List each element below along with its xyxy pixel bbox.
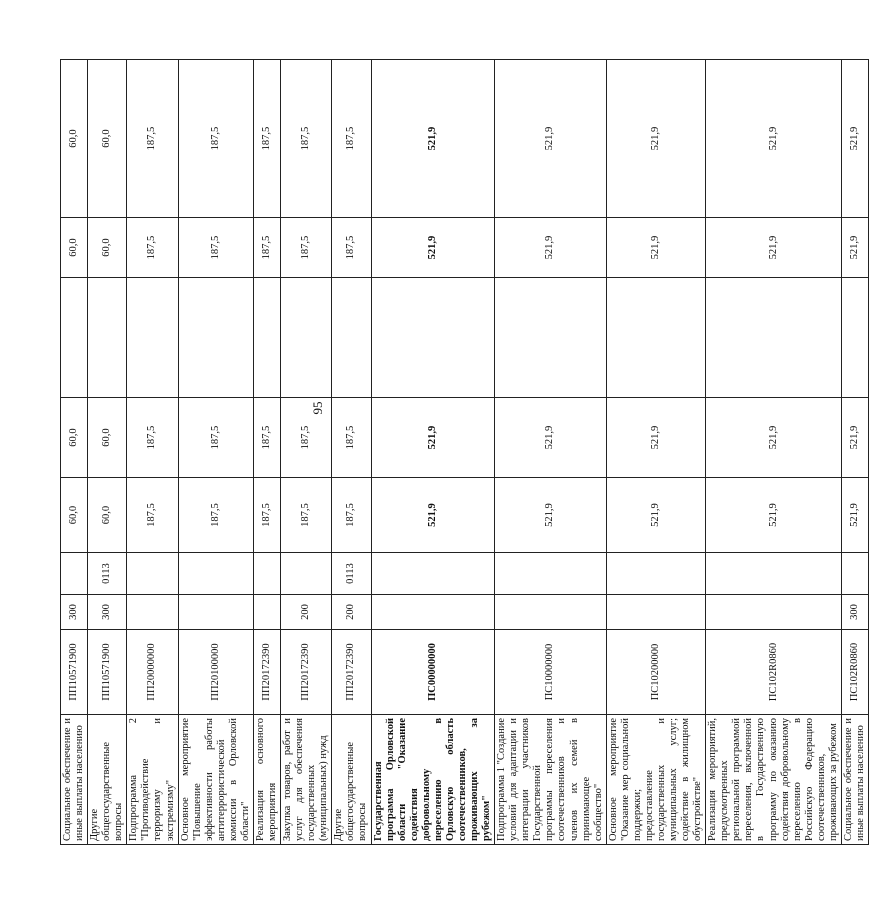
row-kvr bbox=[495, 595, 607, 630]
row-section bbox=[253, 553, 280, 595]
row-value-4: 60,0 bbox=[61, 218, 88, 278]
row-value-5: 521,9 bbox=[706, 60, 842, 218]
table-row bbox=[178, 60, 253, 845]
row-value-4: 187,5 bbox=[253, 218, 280, 278]
row-value-2: 60,0 bbox=[61, 398, 88, 478]
row-value-1: 187,5 bbox=[253, 478, 280, 553]
table-row bbox=[281, 60, 332, 845]
row-section bbox=[371, 553, 495, 595]
row-name: Государственная программа Орловской области "Оказание содействия добровольному переселению в Орловскую область соотечественников, проживающих за рубежом" bbox=[371, 715, 495, 845]
row-section bbox=[127, 553, 178, 595]
row-kvr: 300 bbox=[88, 595, 127, 630]
row-value-1: 521,9 bbox=[706, 478, 842, 553]
row-name: Реализация мероприятий, предусмотренных региональной программой переселения, включенной в Государственную программу по оказанию содействия добровольному переселению в Российскую Федерацию соотечественников, проживающих за рубежом bbox=[706, 715, 842, 845]
row-value-1: 187,5 bbox=[332, 478, 371, 553]
row-section bbox=[841, 553, 868, 595]
row-value-3 bbox=[127, 278, 178, 398]
row-value-5: 521,9 bbox=[841, 60, 868, 218]
row-name: Основное мероприятие "Оказание мер социальной поддержки; предоставление государственных и муниципальных услуг; содействие в жилищном обустройстве" bbox=[606, 715, 706, 845]
row-value-3 bbox=[332, 278, 371, 398]
row-code: ПС10000000 bbox=[495, 630, 607, 715]
row-value-4: 187,5 bbox=[281, 218, 332, 278]
table-row bbox=[495, 60, 607, 845]
row-section bbox=[495, 553, 607, 595]
row-value-4: 187,5 bbox=[127, 218, 178, 278]
row-section: 0113 bbox=[332, 553, 371, 595]
row-value-5: 521,9 bbox=[371, 60, 495, 218]
row-value-2: 187,5 bbox=[253, 398, 280, 478]
row-value-2: 521,9 bbox=[371, 398, 495, 478]
table-row bbox=[88, 60, 127, 845]
row-value-2: 521,9 bbox=[495, 398, 607, 478]
row-value-3 bbox=[706, 278, 842, 398]
row-kvr bbox=[253, 595, 280, 630]
row-value-4: 521,9 bbox=[841, 218, 868, 278]
table-row bbox=[253, 60, 280, 845]
row-value-3 bbox=[841, 278, 868, 398]
row-value-2: 521,9 bbox=[606, 398, 706, 478]
table-row bbox=[841, 60, 868, 845]
row-value-5: 187,5 bbox=[178, 60, 253, 218]
row-section bbox=[178, 553, 253, 595]
row-value-4: 187,5 bbox=[332, 218, 371, 278]
row-name: Основное мероприятие "Повышение эффективности работы антитеррористической комиссии в Орловской области" bbox=[178, 715, 253, 845]
row-name: Реализация основного мероприятия bbox=[253, 715, 280, 845]
row-section: 0113 bbox=[88, 553, 127, 595]
table-row bbox=[706, 60, 842, 845]
row-kvr bbox=[606, 595, 706, 630]
row-code: ПП20172390 bbox=[253, 630, 280, 715]
table-row bbox=[61, 60, 88, 845]
row-value-3 bbox=[88, 278, 127, 398]
row-value-5: 521,9 bbox=[606, 60, 706, 218]
row-code: ПС102R0860 bbox=[841, 630, 868, 715]
row-section bbox=[61, 553, 88, 595]
budget-table bbox=[60, 59, 869, 845]
row-value-2: 187,5 bbox=[332, 398, 371, 478]
row-value-5: 60,0 bbox=[61, 60, 88, 218]
row-section bbox=[606, 553, 706, 595]
row-name: Другие общегосударственные вопросы bbox=[332, 715, 371, 845]
row-value-5: 187,5 bbox=[253, 60, 280, 218]
row-value-1: 187,5 bbox=[178, 478, 253, 553]
row-kvr bbox=[371, 595, 495, 630]
row-value-1: 521,9 bbox=[371, 478, 495, 553]
row-value-3 bbox=[606, 278, 706, 398]
row-value-2: 187,5 bbox=[178, 398, 253, 478]
row-value-5: 187,5 bbox=[332, 60, 371, 218]
row-value-1: 60,0 bbox=[61, 478, 88, 553]
row-kvr: 200 bbox=[281, 595, 332, 630]
row-value-1: 521,9 bbox=[606, 478, 706, 553]
table-row bbox=[332, 60, 371, 845]
row-code: ПП20172390 bbox=[332, 630, 371, 715]
row-kvr: 300 bbox=[61, 595, 88, 630]
row-code: ПП20000000 bbox=[127, 630, 178, 715]
row-value-1: 521,9 bbox=[841, 478, 868, 553]
table-row bbox=[371, 60, 495, 845]
row-code: ПП20172390 bbox=[281, 630, 332, 715]
page-number: 95 bbox=[310, 401, 325, 415]
table-row bbox=[606, 60, 706, 845]
row-value-5: 521,9 bbox=[495, 60, 607, 218]
row-name: Социальное обеспечение и иные выплаты населению bbox=[841, 715, 868, 845]
row-section bbox=[281, 553, 332, 595]
row-kvr bbox=[706, 595, 842, 630]
row-value-3 bbox=[178, 278, 253, 398]
table-body bbox=[61, 60, 869, 845]
row-name: Подпрограмма 1 "Создание условий для адаптации и интеграции участников Государственной программы переселения соотечественников и членов их семей в принимающее сообщество" bbox=[495, 715, 607, 845]
row-name: Подпрограмма 2 "Противодействие терроризму и экстремизму" bbox=[127, 715, 178, 845]
row-kvr: 200 bbox=[332, 595, 371, 630]
row-code: ПС102R0860 bbox=[706, 630, 842, 715]
row-kvr: 300 bbox=[841, 595, 868, 630]
row-value-1: 187,5 bbox=[127, 478, 178, 553]
row-value-3 bbox=[253, 278, 280, 398]
row-value-1: 60,0 bbox=[88, 478, 127, 553]
row-value-5: 187,5 bbox=[281, 60, 332, 218]
row-value-4: 521,9 bbox=[495, 218, 607, 278]
row-name: Социальное обеспечение и иные выплаты населению bbox=[61, 715, 88, 845]
row-value-4: 521,9 bbox=[371, 218, 495, 278]
row-value-3 bbox=[371, 278, 495, 398]
row-code: ПП10571900 bbox=[61, 630, 88, 715]
budget-table-wrapper bbox=[60, 60, 866, 845]
row-value-5: 60,0 bbox=[88, 60, 127, 218]
row-value-3 bbox=[495, 278, 607, 398]
row-code: ПС10200000 bbox=[606, 630, 706, 715]
row-value-3 bbox=[61, 278, 88, 398]
row-code: ПП20100000 bbox=[178, 630, 253, 715]
row-section bbox=[706, 553, 842, 595]
row-code: ПП10571900 bbox=[88, 630, 127, 715]
row-value-2: 60,0 bbox=[88, 398, 127, 478]
row-kvr bbox=[178, 595, 253, 630]
row-value-4: 521,9 bbox=[706, 218, 842, 278]
row-value-4: 521,9 bbox=[606, 218, 706, 278]
row-value-2: 521,9 bbox=[706, 398, 842, 478]
row-value-4: 60,0 bbox=[88, 218, 127, 278]
row-value-2: 187,5 bbox=[127, 398, 178, 478]
row-code: ПС00000000 bbox=[371, 630, 495, 715]
row-value-4: 187,5 bbox=[178, 218, 253, 278]
table-row bbox=[127, 60, 178, 845]
row-name: Другие общегосударственные вопросы bbox=[88, 715, 127, 845]
row-value-3 bbox=[281, 278, 332, 398]
row-value-2: 187,5 bbox=[281, 398, 332, 478]
row-value-1: 187,5 bbox=[281, 478, 332, 553]
row-value-5: 187,5 bbox=[127, 60, 178, 218]
row-name: Закупка товаров, работ и услуг для обеспечения государственных (муниципальных) нужд bbox=[281, 715, 332, 845]
row-value-1: 521,9 bbox=[495, 478, 607, 553]
row-value-2: 521,9 bbox=[841, 398, 868, 478]
row-kvr bbox=[127, 595, 178, 630]
